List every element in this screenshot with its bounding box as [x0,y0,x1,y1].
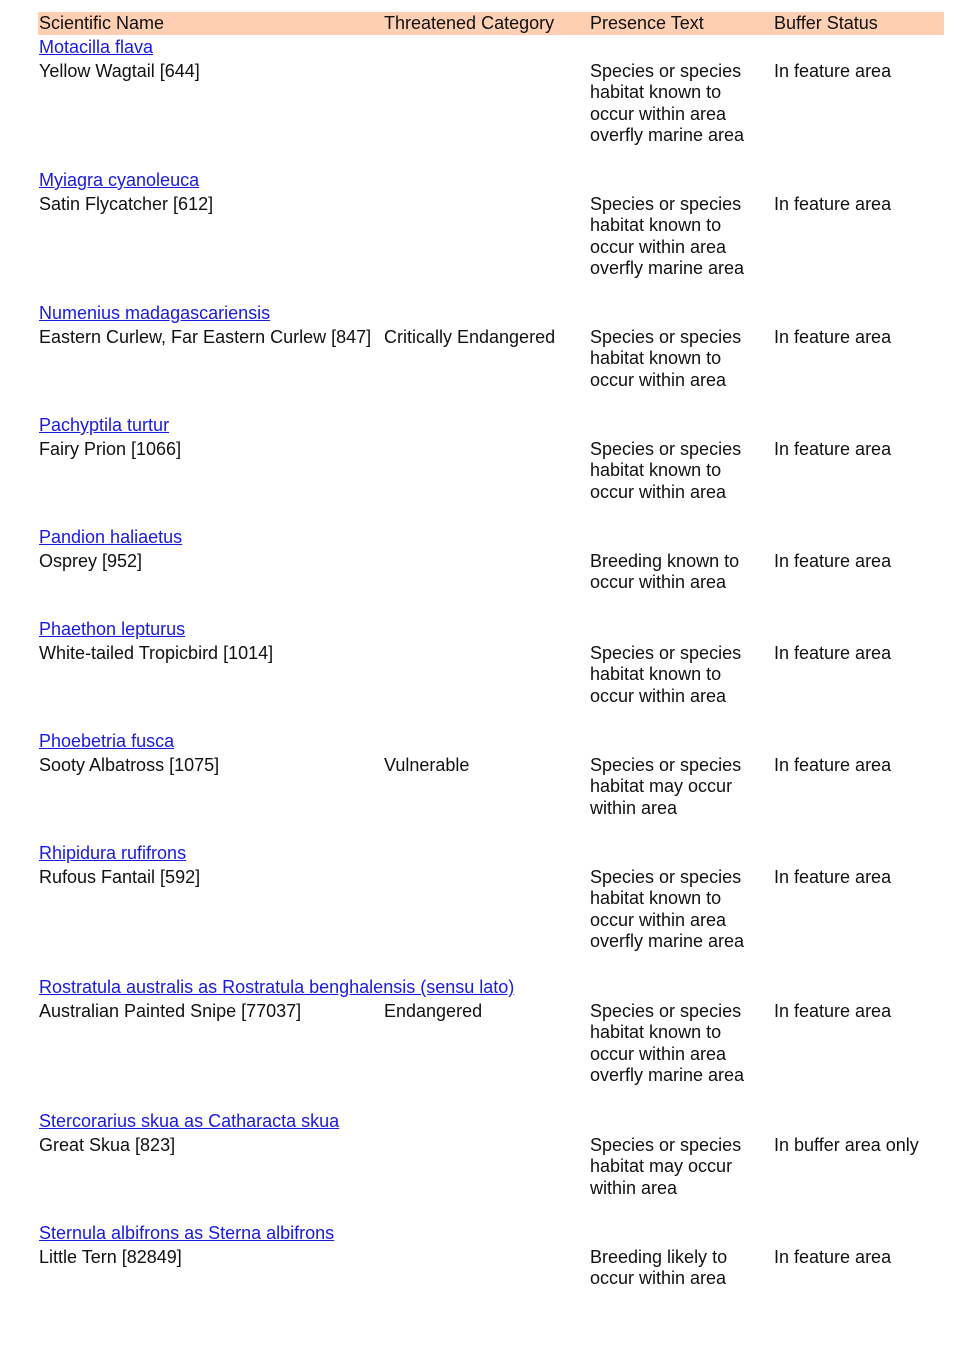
species-details [38,327,944,392]
species-entry [38,841,944,975]
scientific-name-link[interactable]: Phoebetria fusca [39,731,175,751]
species-entry [38,168,944,301]
species-details [38,755,944,820]
species-entry [38,1109,944,1221]
scientific-name-link[interactable]: Sternula albifrons as Sterna albifrons [39,1223,335,1243]
presence-text: Breeding known to occur within area [590,550,740,592]
presence-text: Species or species habitat known to occur within area [590,642,742,706]
species-details [38,643,944,708]
species-entry [38,975,944,1109]
scientific-name-link[interactable]: Pachyptila turtur [39,415,170,435]
header-buffer-status: Buffer Status [774,13,878,33]
buffer-status: In buffer area only [774,1134,919,1155]
threatened-category: Critically Endangered [384,326,556,347]
scientific-name-link[interactable]: Motacilla flava [39,37,154,57]
header-scientific-name: Scientific Name [39,13,165,33]
scientific-name-link[interactable]: Numenius madagascariensis [39,303,271,323]
species-entry [38,35,944,168]
species-entry [38,1221,944,1312]
buffer-status: In feature area [774,754,892,775]
presence-text: Species or species habitat known to occur within area overfly marine area [590,193,745,278]
scientific-name-link[interactable]: Rostratula australis as Rostratula benghalensis (sensu lato) [39,977,515,997]
species-table [38,12,944,1312]
presence-text: Species or species habitat may occur within area [590,754,742,818]
common-name: Great Skua [823] [39,1134,176,1155]
buffer-status: In feature area [774,1246,892,1267]
scientific-name-link[interactable]: Stercorarius skua as Catharacta skua [39,1111,340,1131]
scientific-name-link[interactable]: Phaethon lepturus [39,619,186,639]
buffer-status: In feature area [774,60,892,81]
buffer-status: In feature area [774,326,892,347]
presence-text: Breeding likely to occur within area [590,1246,728,1288]
species-entry [38,301,944,413]
presence-text: Species or species habitat known to occur within area overfly marine area [590,866,745,951]
common-name: Australian Painted Snipe [77037] [39,1000,302,1021]
species-entry [38,525,944,617]
common-name: Sooty Albatross [1075] [39,754,220,775]
species-entry [38,729,944,841]
scientific-name-link[interactable]: Myiagra cyanoleuca [39,170,200,190]
threatened-category: Vulnerable [384,754,470,775]
species-details [38,867,944,953]
presence-text: Species or species habitat may occur within area [590,1134,742,1198]
buffer-status: In feature area [774,642,892,663]
header-presence-text: Presence Text [590,13,704,33]
species-entry [38,617,944,729]
species-details [38,1135,944,1200]
species-entry [38,413,944,525]
buffer-status: In feature area [774,438,892,459]
table-header [38,12,944,35]
common-name: Eastern Curlew, Far Eastern Curlew [847] [39,326,372,347]
buffer-status: In feature area [774,866,892,887]
species-details [38,61,944,147]
presence-text: Species or species habitat known to occur within area overfly marine area [590,1000,745,1085]
presence-text: Species or species habitat known to occur within area overfly marine area [590,60,745,145]
header-threatened-category: Threatened Category [384,13,555,33]
common-name: Osprey [952] [39,550,143,571]
common-name: White-tailed Tropicbird [1014] [39,642,274,663]
threatened-category: Endangered [384,1000,483,1021]
species-details [38,194,944,280]
common-name: Little Tern [82849] [39,1246,182,1267]
common-name: Yellow Wagtail [644] [39,60,200,81]
buffer-status: In feature area [774,550,892,571]
species-details [38,1001,944,1087]
presence-text: Species or species habitat known to occur within area [590,326,742,390]
species-details [38,1247,944,1290]
scientific-name-link[interactable]: Rhipidura rufifrons [39,843,187,863]
presence-text: Species or species habitat known to occur within area [590,438,742,502]
common-name: Satin Flycatcher [612] [39,193,214,214]
buffer-status: In feature area [774,1000,892,1021]
common-name: Fairy Prion [1066] [39,438,182,459]
buffer-status: In feature area [774,193,892,214]
species-details [38,439,944,504]
common-name: Rufous Fantail [592] [39,866,201,887]
scientific-name-link[interactable]: Pandion haliaetus [39,527,183,547]
species-details [38,551,944,594]
